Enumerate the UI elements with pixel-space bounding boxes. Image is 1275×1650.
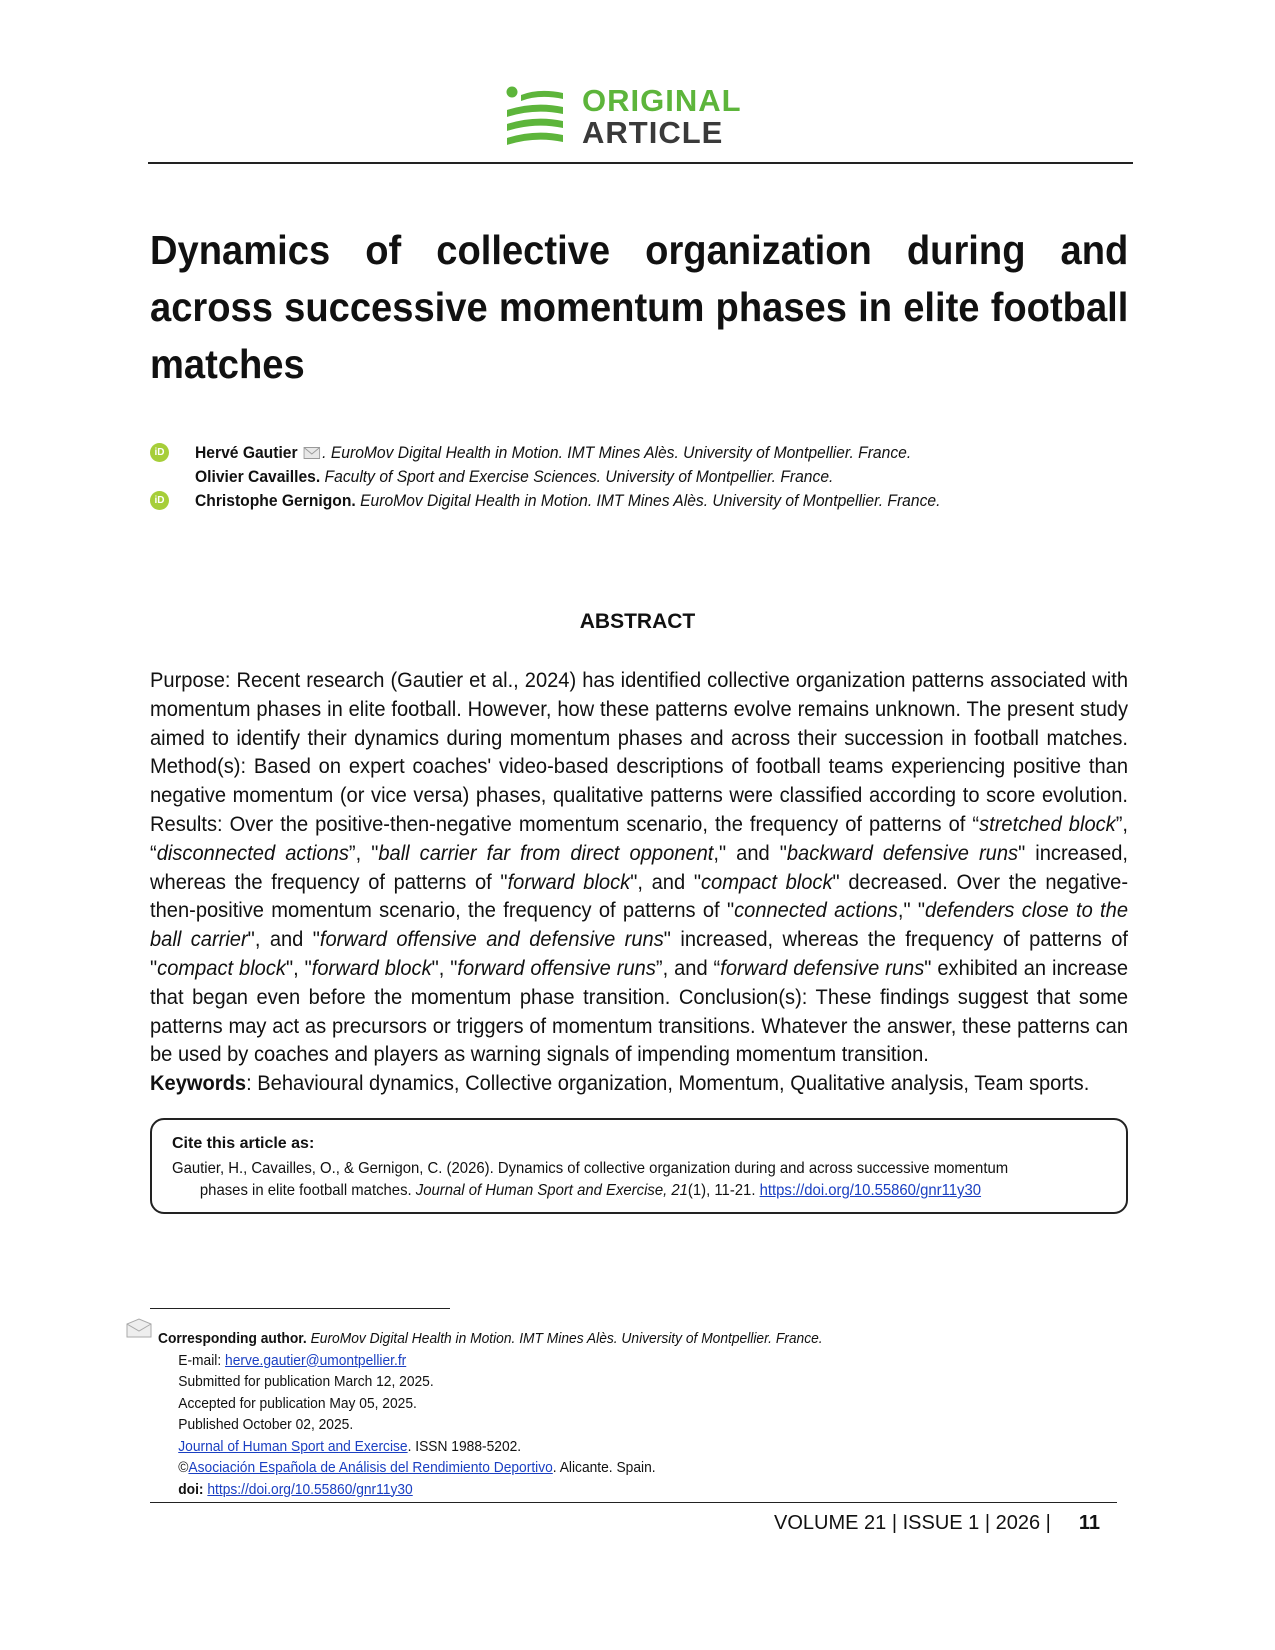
doi-link[interactable]: https://doi.org/10.55860/gnr11y30 — [207, 1480, 413, 1498]
abstract-text-run: " exhibited an increase that began even before the momentum phase transition. Conclusion(s): These findings suggest that some patterns may act as precursors or triggers of momentum transitions. Whatever the answer, these patterns can be used by coaches and players as warning signals of impending momentum transition. — [150, 955, 1129, 1067]
published-date: Published October 02, 2025. — [178, 1416, 354, 1433]
copyright-symbol: © — [178, 1459, 189, 1476]
logo-text-original: ORIGINAL — [582, 83, 742, 118]
society-place: . Alicante. Spain. — [552, 1459, 656, 1476]
author-affiliation: . EuroMov Digital Health in Motion. IMT Mines Alès. University of Montpellier. France. — [322, 443, 912, 462]
abstract-text-run: ", and " — [630, 869, 701, 894]
abstract-pattern-term: forward defensive runs — [720, 955, 925, 980]
citation-issue-pages: (1), 11-21. — [687, 1182, 760, 1199]
abstract-text-run: Purpose: Recent research (Gautier et al., 2024) has identified collective organization patterns associated with momentum phases in elite football. However, how these patterns evolve remains unknown. The present study aimed to identify their dynamics during momentum phases and across their succession in football matches. Method(s): Based on expert coaches' video-based descriptions of football teams experiencing positive than negative momentum (or vice versa) phases, qualitative patterns were classified according to score evolution. Results: Over the positive-then-negative momentum scenario, the frequency of patterns of “ — [150, 668, 1129, 836]
footnotes — [158, 1328, 986, 1500]
abstract-pattern-term: forward offensive runs — [457, 955, 656, 980]
abstract-pattern-term: disconnected actions — [156, 840, 349, 865]
article-title: Dynamics of collective organization during and across successive momentum phases in elite football matches — [150, 227, 1129, 387]
abstract-text-run: " increased, whereas the frequency of patterns of " — [150, 840, 1129, 894]
abstract-pattern-term: compact block — [157, 955, 286, 980]
mail-icon — [304, 447, 321, 459]
header-divider — [148, 162, 1133, 164]
journal-link[interactable]: Journal of Human Sport and Exercise — [178, 1437, 408, 1455]
abstract-pattern-term: backward defensive runs — [786, 840, 1019, 865]
submitted-date: Submitted for publication March 12, 2025. — [178, 1373, 434, 1390]
citation-doi-link[interactable]: https://doi.org/10.55860/gnr11y30 — [759, 1182, 982, 1199]
abstract-text-run: ”, “ — [150, 811, 1129, 865]
society-link[interactable]: Asociación Española de Análisis del Rendimiento Deportivo — [188, 1459, 553, 1476]
abstract-text-run: " decreased. Over the negative-then-positive momentum scenario, the frequency of patterns of " — [150, 869, 1129, 923]
abstract-text-run: ", and " — [247, 927, 320, 952]
abstract-pattern-term: forward block — [507, 869, 631, 894]
page-footer — [700, 1510, 1100, 1536]
citation-journal: Journal of Human Sport and Exercise, 21 — [415, 1182, 688, 1199]
journal-logo — [505, 84, 785, 154]
abstract-body — [150, 666, 1128, 1098]
copyright-line — [158, 1457, 986, 1479]
abstract-text-run: ", " — [285, 955, 312, 980]
abstract-pattern-term: defenders close to the ball carrier — [150, 898, 1129, 952]
corresponding-label: Corresponding author. — [158, 1330, 307, 1347]
author-affiliation: Faculty of Sport and Exercise Sciences. University of Montpellier. France. — [324, 467, 834, 486]
abstract-text-run: ," " — [897, 898, 926, 923]
footer-divider — [150, 1502, 1117, 1503]
abstract-pattern-term: forward block — [311, 955, 432, 980]
abstract-heading: ABSTRACT — [579, 610, 696, 633]
email-link[interactable]: herve.gautier@umontpellier.fr — [225, 1351, 407, 1369]
citation-line-2 — [172, 1180, 1111, 1202]
citation-box — [150, 1118, 1128, 1214]
citation-line-1: Gautier, H., Cavailles, O., & Gernigon, C. (2026). Dynamics of collective organization during and across successive momentum — [172, 1160, 1009, 1177]
corresponding-author — [158, 1328, 986, 1350]
abstract-pattern-term: stretched block — [979, 811, 1116, 836]
citation-title: Cite this article as: — [172, 1135, 315, 1152]
email-line — [158, 1350, 986, 1372]
email-label: E-mail: — [178, 1351, 226, 1369]
orcid-icon[interactable]: iD — [150, 443, 169, 462]
journal-line — [158, 1436, 986, 1458]
footnote-divider — [150, 1308, 450, 1309]
author-name: Olivier Cavailles. — [195, 467, 321, 486]
author-affiliation: EuroMov Digital Health in Motion. IMT Mines Alès. University of Montpellier. France. — [360, 491, 941, 510]
doi-label: doi: — [178, 1480, 208, 1498]
abstract-text-run: ”, " — [348, 840, 379, 865]
document-lines-icon — [505, 86, 567, 148]
doi-line — [158, 1479, 986, 1501]
citation-article: phases in elite football matches. — [199, 1182, 416, 1199]
accepted-date: Accepted for publication May 05, 2025. — [178, 1394, 417, 1412]
keywords-text: : Behavioural dynamics, Collective organization, Momentum, Qualitative analysis, Team sports. — [246, 1071, 1090, 1096]
abstract-text-run: ", " — [431, 955, 458, 980]
abstract-pattern-term: connected actions — [734, 898, 898, 923]
corresponding-affiliation: EuroMov Digital Health in Motion. IMT Mines Alès. University of Montpellier. France. — [306, 1330, 823, 1347]
logo-text-article: ARTICLE — [582, 115, 724, 150]
abstract-pattern-term: compact block — [700, 869, 833, 894]
abstract-text-run: ," and " — [713, 840, 787, 865]
issn: . ISSN 1988-5202. — [407, 1437, 522, 1455]
citation-text — [172, 1158, 1111, 1202]
orcid-icon[interactable]: iD — [150, 491, 169, 510]
page-number: 11 — [1078, 1512, 1100, 1534]
keywords-label: Keywords — [150, 1071, 247, 1096]
author-name: Hervé Gautier — [195, 443, 298, 462]
author-name: Christophe Gernigon. — [195, 491, 356, 510]
mail-icon — [126, 1318, 152, 1338]
abstract-pattern-term: forward offensive and defensive runs — [319, 927, 664, 952]
abstract-text — [150, 668, 1128, 1066]
abstract-text-run: ”, and “ — [655, 955, 721, 980]
volume-issue-year: VOLUME 21 | ISSUE 1 | 2026 | — [774, 1512, 1051, 1534]
abstract-pattern-term: ball carrier far from direct opponent — [378, 840, 714, 865]
abstract-text-run: " increased, whereas the frequency of patterns of " — [150, 927, 1129, 980]
